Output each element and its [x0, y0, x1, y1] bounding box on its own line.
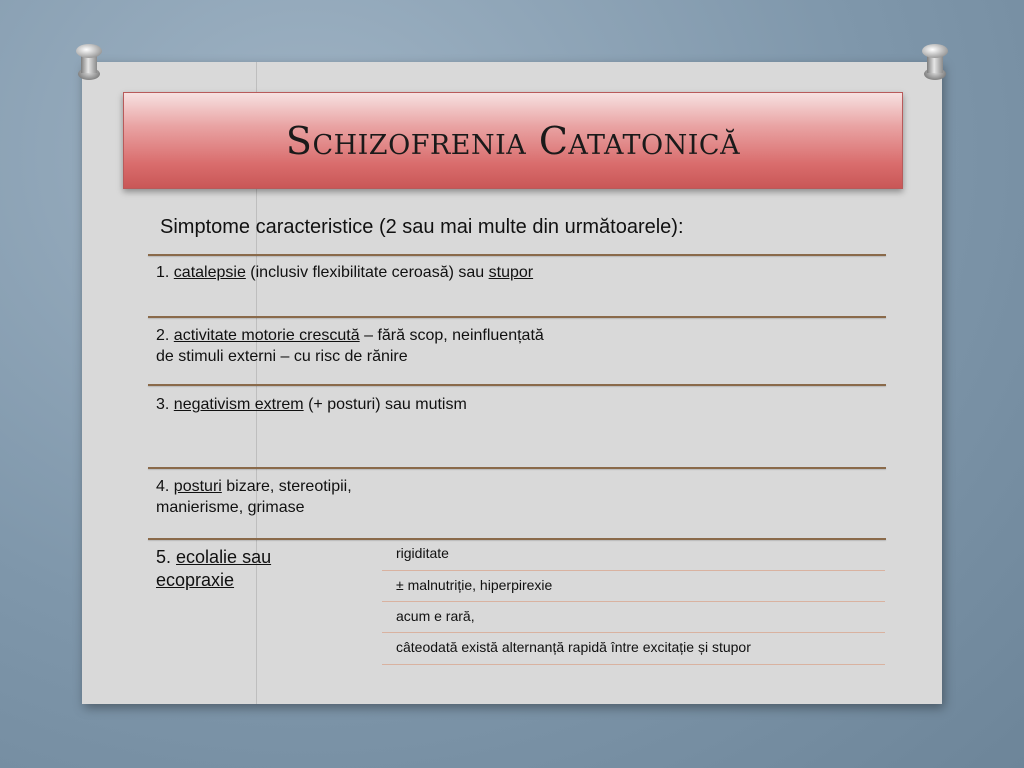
list-divider — [382, 570, 885, 571]
list-item: acum e rară, — [396, 608, 475, 624]
list-item: ± malnutriție, hiperpirexie — [396, 577, 553, 593]
symptom-term: negativism extrem — [173, 396, 304, 413]
section-divider — [148, 538, 886, 540]
list-divider — [382, 664, 885, 665]
pushpin-right-icon — [922, 44, 948, 84]
slide-title: Schizofrenia Catatonică — [285, 118, 741, 163]
symptom-item-2: 2. activitate motorie crescută – fără scop, neinfluențată de stimuli externi – cu risc de rănire — [156, 327, 544, 365]
list-divider — [382, 632, 885, 633]
slide-subtitle: Simptome caracteristice (2 sau mai multe din următoarele): — [160, 216, 684, 238]
section-divider — [148, 384, 886, 386]
section-divider — [148, 254, 886, 256]
symptom-item-4: 4. posturi bizare, stereotipii, manierisme, grimase — [156, 478, 352, 516]
symptom-term: stupor — [488, 264, 534, 281]
section-divider — [148, 316, 886, 318]
symptom-term: ecolalie sau — [176, 547, 272, 567]
symptom-item-5: 5. ecolalie sau ecopraxie — [156, 547, 272, 590]
symptom-term: activitate motorie crescută — [173, 327, 360, 344]
section-divider — [148, 467, 886, 469]
list-divider — [382, 601, 885, 602]
pushpin-left-icon — [76, 44, 102, 84]
symptom-item-1: 1. catalepsie (inclusiv flexibilitate ceroasă) sau stupor — [156, 264, 534, 281]
symptom-term: ecopraxie — [156, 570, 235, 590]
symptom-term: posturi — [173, 478, 222, 495]
symptom-term: catalepsie — [173, 264, 246, 281]
list-item: rigiditate — [396, 545, 449, 561]
symptom-item-3: 3. negativism extrem (+ posturi) sau mutism — [156, 396, 467, 413]
title-banner — [123, 92, 903, 189]
list-item: câteodată există alternanță rapidă între excitație și stupor — [396, 639, 751, 655]
